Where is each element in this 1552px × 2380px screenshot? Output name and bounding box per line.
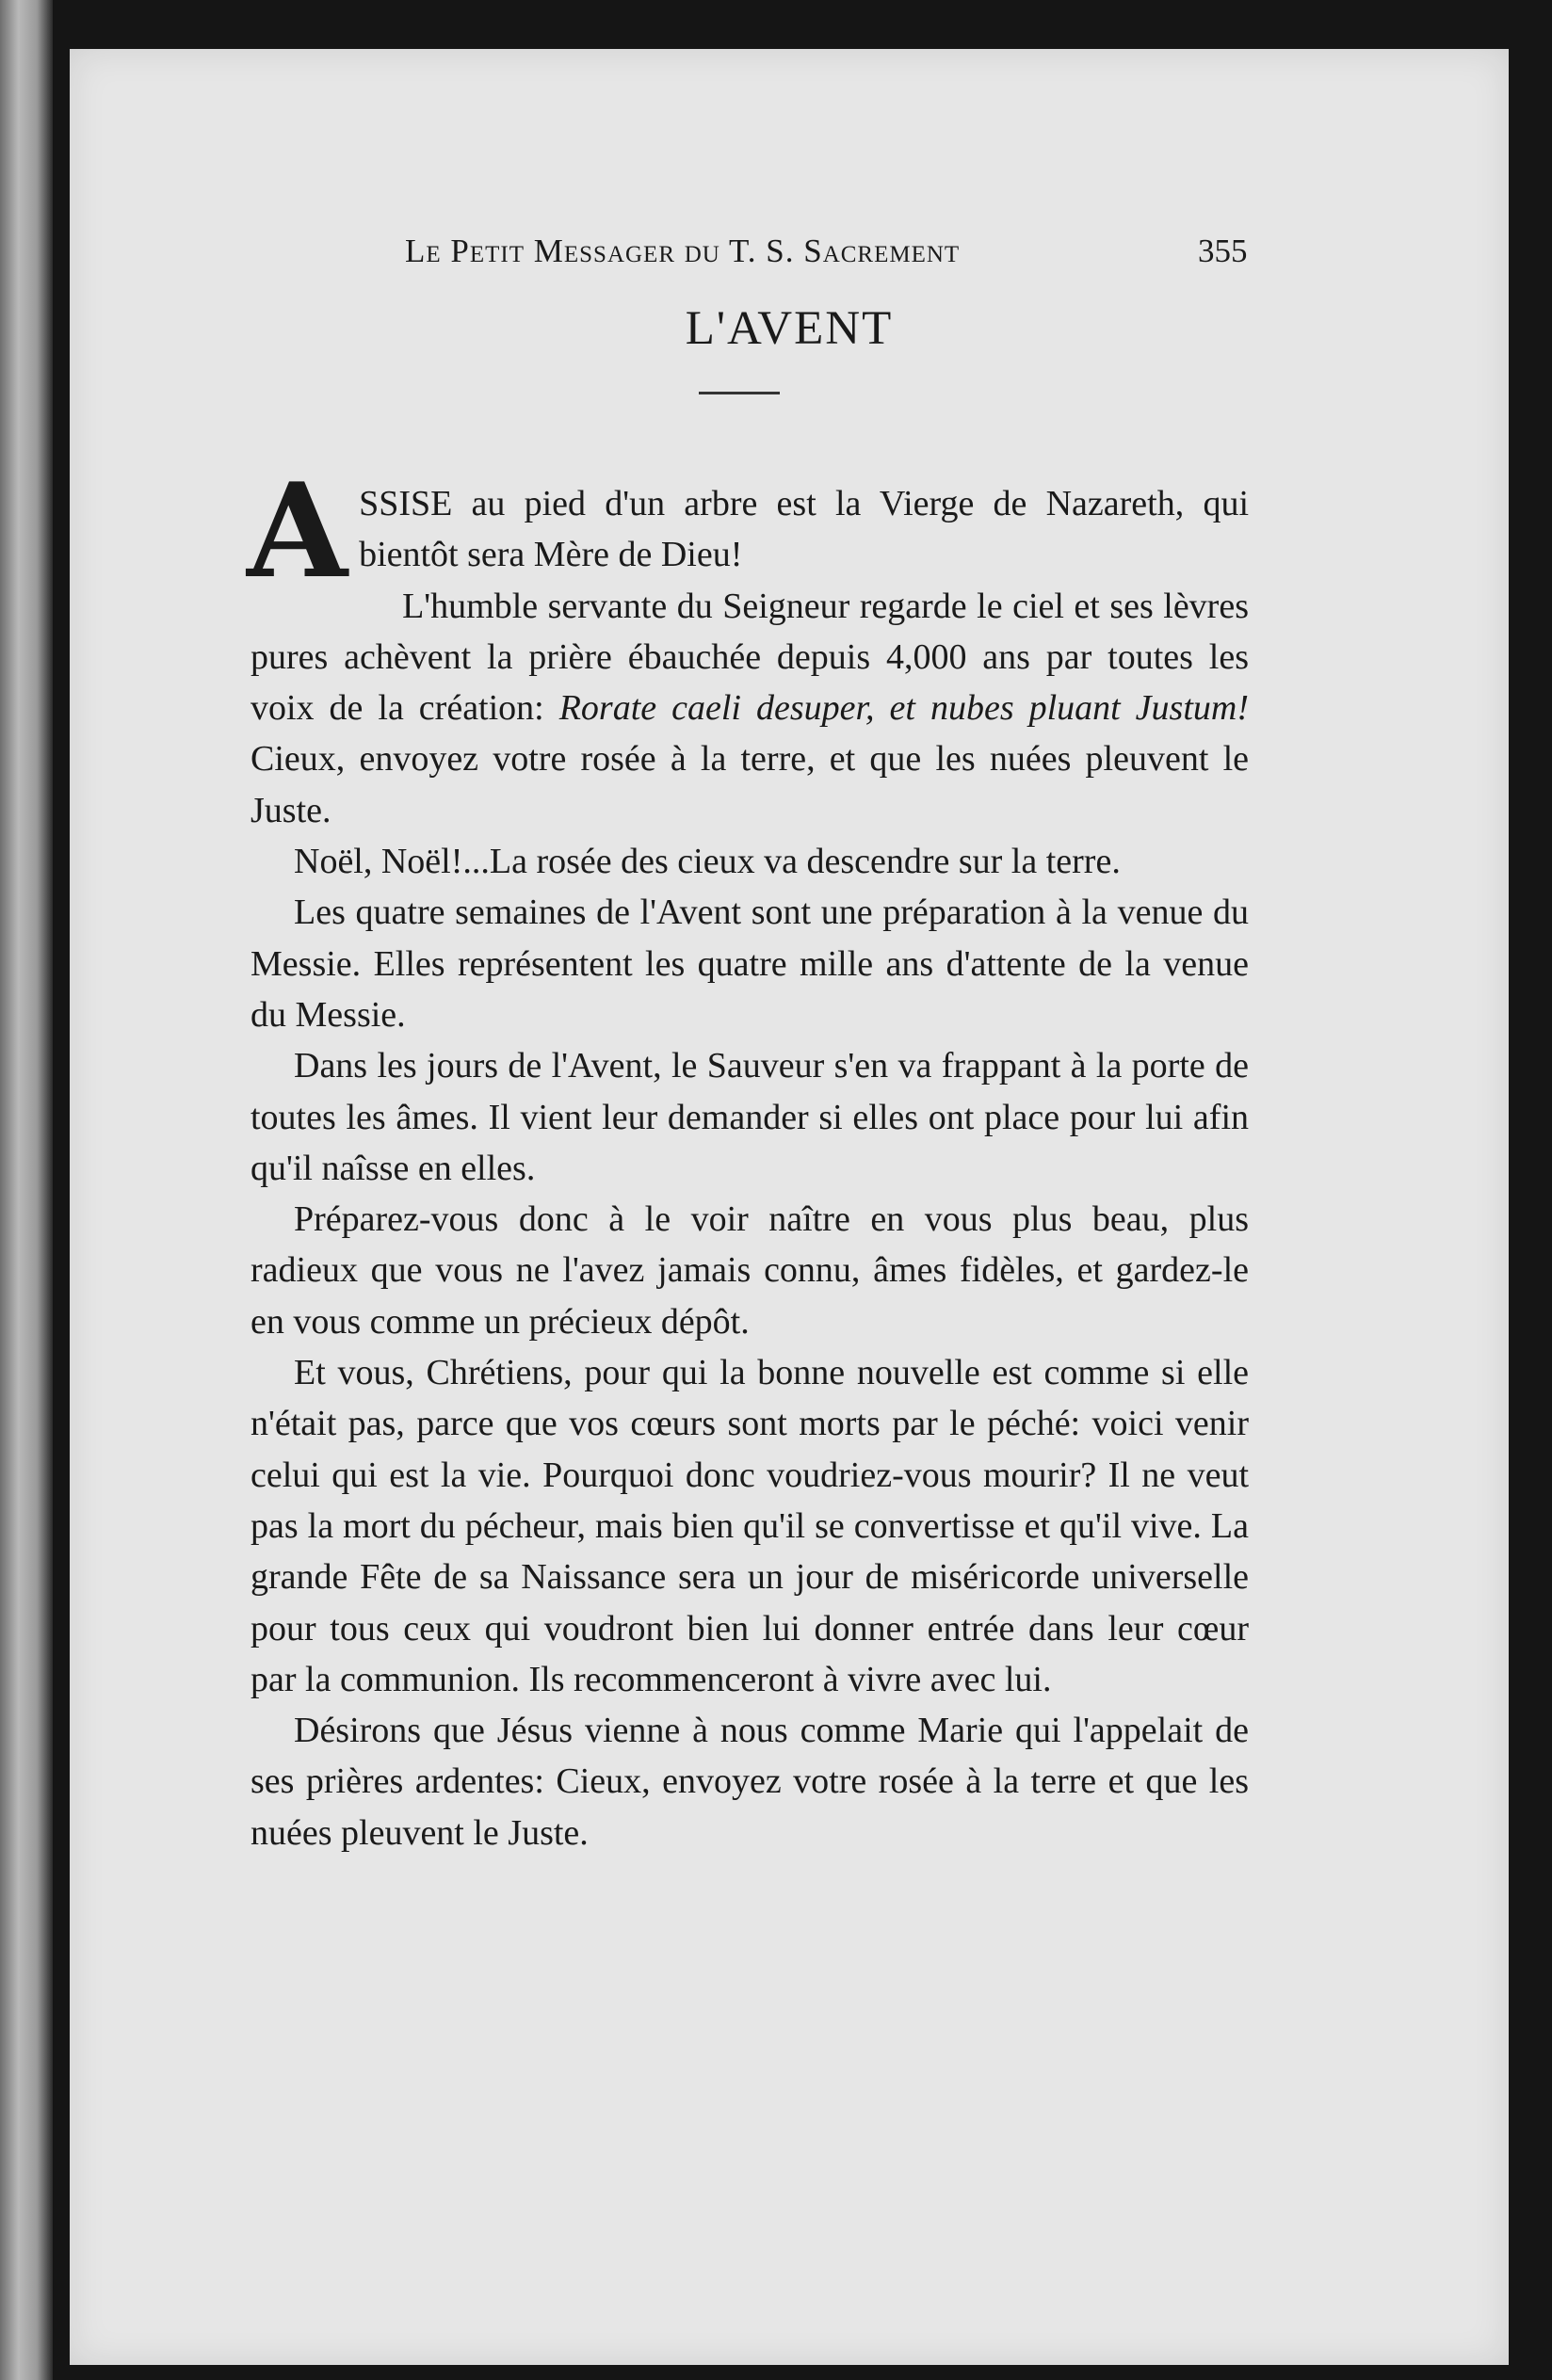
article-body xyxy=(247,454,1249,1858)
book-page xyxy=(70,49,1509,2365)
running-head-title: Le Petit Messager du T. S. Sacrement xyxy=(405,233,961,269)
paragraph-5: Dans les jours de l'Avent, le Sauveur s'en va frappant à la porte de toutes les âmes. Il vient leur demander si elles ont place pour lui afin qu'il naîsse en elles. xyxy=(251,1046,1249,1188)
paragraph-1 xyxy=(247,454,1249,607)
paragraph-7: Et vous, Chrétiens, pour qui la bonne nouvelle est comme si elle n'était pas, parce que vos cœurs sont morts par le péché: voici venir celui qui est la vie. Pourquoi donc voudriez-vous mourir? Il ne veut pas la mort du pécheur, mais bien qu'il se convertisse et qu'il vive. La grande Fête de sa Naissance sera un jour de miséricorde universelle pour tous ceux qui voudront bien lui donner entrée dans leur cœur par la communion. Ils recommenceront à vivre avec lui. xyxy=(251,1353,1249,1699)
paragraph-6: Préparez-vous donc à le voir naître en vous plus beau, plus radieux que vous ne l'avez jamais connu, âmes fidèles, et gardez-le en vous comme un précieux dépôt. xyxy=(251,1199,1249,1342)
paragraph-3: Noël, Noël!...La rosée des cieux va descendre sur la terre. xyxy=(294,842,1121,882)
paragraph-8: Désirons que Jésus vienne à nous comme Marie qui l'appelait de ses prières ardentes: Cieux, envoyez votre rosée à la terre et que les nuées pleuvent le Juste. xyxy=(251,1711,1249,1853)
paragraph-2-text-before: L'humble servante du Seigneur regarde le ciel et ses lèvres pures achèvent la prière ébauchée depuis 4,000 ans par toutes les voix de la création: xyxy=(251,586,1249,729)
article-title: L'AVENT xyxy=(685,302,894,355)
facing-page-edge xyxy=(0,0,53,2380)
paragraph-4: Les quatre semaines de l'Avent sont une préparation à la venue du Messie. Elles représentent les quatre mille ans d'attente de la venue du Messie. xyxy=(251,892,1249,1035)
paragraph-1-text: SSISE au pied d'un arbre est la Vierge de Nazareth, qui bientôt sera Mère de Dieu! xyxy=(359,484,1249,575)
paragraph-2-latin-quote: Rorate caeli desuper, et nubes pluant Justum! xyxy=(558,688,1249,729)
paragraph-2 xyxy=(251,581,1249,836)
drop-cap: A xyxy=(247,454,348,607)
page-number: 355 xyxy=(1198,233,1248,269)
paragraph-2-text-after: Cieux, envoyez votre rosée à la terre, et que les nuées pleuvent le Juste. xyxy=(251,739,1249,830)
title-rule xyxy=(699,392,780,394)
